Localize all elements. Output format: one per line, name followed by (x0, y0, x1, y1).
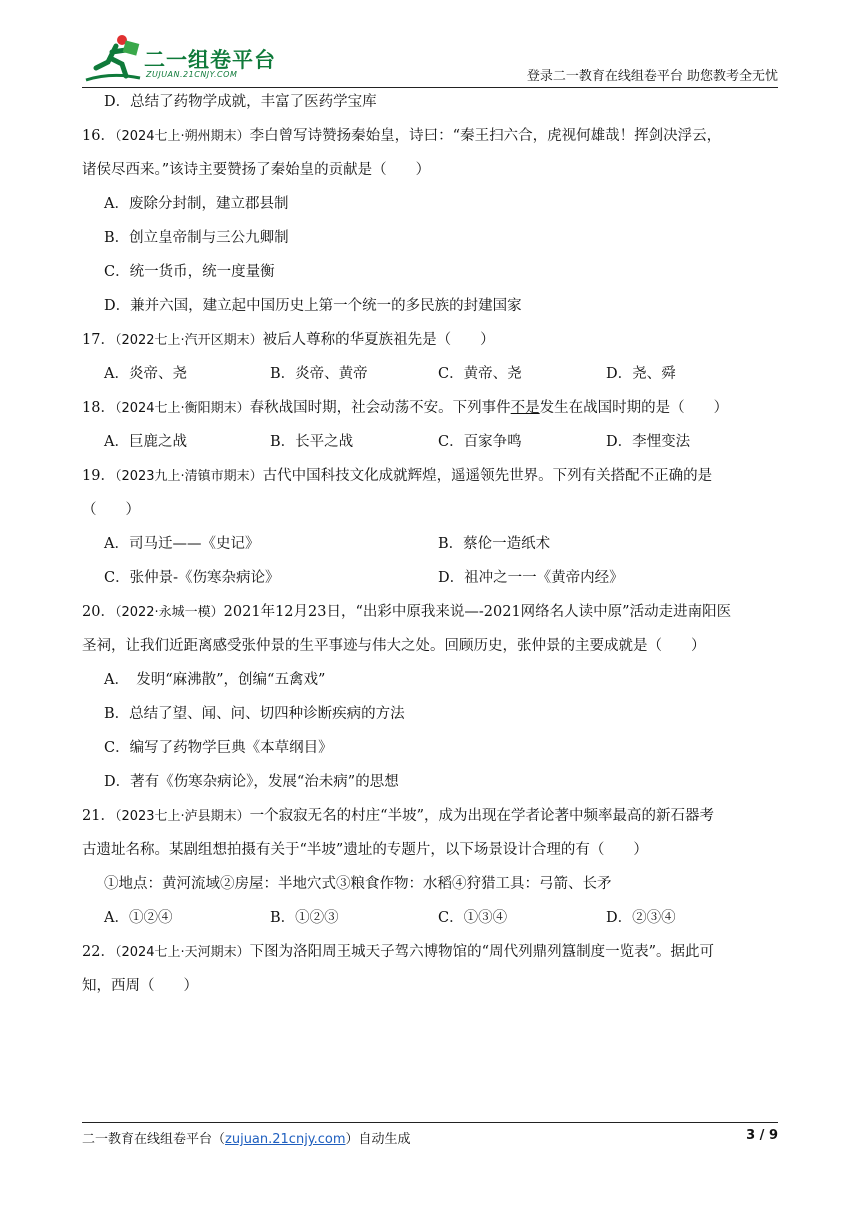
q17-option-b: B．炎帝、黄帝 (270, 366, 368, 382)
runner-logo-icon (82, 32, 146, 86)
q21-line2: 古遗址名称。某剧组想拍摄有关于“半坡”遗址的专题片，以下场景设计合理的有（ ） (82, 842, 648, 858)
q21-option-c: C．①③④ (438, 910, 508, 926)
footer-divider (82, 1122, 778, 1123)
q20-source: （2022·永城一模） (114, 605, 224, 620)
q19-stem-1: 古代中国科技文化成就辉煌，遥遥领先世界。下列有关搭配不正确的是 (262, 468, 713, 484)
q21-source: （2023七上·泸县期末） (114, 809, 250, 824)
q21-items: ①地点：黄河流域②房屋：半地穴式③粮食作物：水稻④狩猎工具：弓箭、长矛 (104, 876, 612, 892)
footer-credit (82, 1128, 411, 1147)
q18-stem-b: 发生在战国时期的是（ ） (539, 400, 729, 416)
q17-option-a: A．炎帝、尧 (104, 366, 187, 382)
q17-number: 17． (82, 332, 115, 348)
q19-line1 (82, 466, 712, 487)
q20-line2: 圣祠，让我们近距离感受张仲景的生平事迹与伟大之处。回顾历史，张仲景的主要成就是（ ） (82, 638, 706, 654)
q22-line1 (82, 942, 714, 963)
q18-number: 18． (82, 400, 115, 416)
q16-number: 16． (82, 128, 115, 144)
q22-line2: 知，西周（ ） (82, 978, 198, 994)
q20-line1 (82, 602, 731, 623)
header-slogan: 登录二一教育在线组卷平台 助您教考全无忧 (526, 69, 778, 84)
q18-stem (82, 398, 728, 419)
q21-stem-1: 一个寂寂无名的村庄“半坡”，成为出现在学者论著中频率最高的新石器考 (249, 808, 714, 824)
q17-stem (82, 330, 495, 351)
q16-source: （2024七上·朔州期末） (114, 129, 250, 144)
q18-option-a: A．巨鹿之战 (104, 434, 187, 450)
page-number: 3 / 9 (746, 1128, 778, 1143)
q21-option-b: B．①②③ (270, 910, 339, 926)
q21-option-a: A．①②④ (104, 910, 173, 926)
q17-stem-text: 被后人尊称的华夏族祖先是（ ） (262, 332, 495, 348)
q18-option-d: D．李悝变法 (606, 434, 691, 450)
q16-line1 (82, 126, 721, 147)
q18-source: （2024七上·衡阳期末） (114, 401, 250, 416)
q21-number: 21． (82, 808, 115, 824)
q16-option-d: D．兼并六国，建立起中国历史上第一个统一的多民族的封建国家 (104, 298, 522, 314)
footer-text-b: ）自动生成 (345, 1132, 411, 1147)
q17-option-c: C．黄帝、尧 (438, 366, 522, 382)
header-divider (82, 87, 778, 88)
page-header (82, 30, 778, 86)
q17-source: （2022七上·汽开区期末） (114, 333, 263, 348)
q19-number: 19． (82, 468, 115, 484)
q19-line2: （ ） (82, 502, 140, 518)
q19-option-c: C．张仲景-《伤寒杂病论》 (104, 570, 280, 586)
q18-stem-a: 春秋战国时期，社会动荡不安。下列事件 (249, 400, 511, 416)
footer-link[interactable]: zujuan.21cnjy.com (225, 1132, 346, 1147)
q20-option-c: C．编写了药物学巨典《本草纲目》 (104, 740, 333, 756)
q17-option-d: D．尧、舜 (606, 366, 676, 382)
q18-option-c: C．百家争鸣 (438, 434, 522, 450)
q20-option-b: B．总结了望、闻、问、切四种诊断疾病的方法 (104, 706, 405, 722)
q22-source: （2024七上·天河期末） (114, 945, 250, 960)
logo-text: 二一组卷平台 (144, 48, 276, 72)
q21-line1 (82, 806, 714, 827)
q15-option-d: D．总结了药物学成就，丰富了医药学宝库 (104, 94, 377, 110)
q19-source: （2023九上·清镇市期末） (114, 469, 263, 484)
q20-option-d: D．著有《伤寒杂病论》，发展“治未病”的思想 (104, 774, 399, 790)
q20-option-a: A． 发明“麻沸散”，创编“五禽戏” (104, 672, 326, 688)
q18-option-b: B．长平之战 (270, 434, 354, 450)
logo[interactable] (82, 30, 282, 86)
q19-option-d: D．祖冲之一一《黄帝内经》 (438, 570, 624, 586)
q16-line2: 诸侯尽西来。”该诗主要赞扬了秦始皇的贡献是（ ） (82, 162, 431, 178)
q21-option-d: D．②③④ (606, 910, 676, 926)
q16-option-c: C．统一货币，统一度量衡 (104, 264, 275, 280)
logo-subtitle: ZUJUAN.21CNJY.COM (146, 70, 238, 79)
q16-stem-1: 李白曾写诗赞扬秦始皇，诗曰：“秦王扫六合，虎视何雄哉！挥剑决浮云， (249, 128, 722, 144)
q19-option-a: A．司马迁——《史记》 (104, 536, 260, 552)
q20-stem-1: 2021年12月23日，“出彩中原我来说—-2021网络名人读中原”活动走进南阳医 (223, 604, 732, 620)
q16-option-b: B．创立皇帝制与三公九卿制 (104, 230, 289, 246)
q20-number: 20． (82, 604, 115, 620)
footer-text-a: 二一教育在线组卷平台（ (82, 1132, 226, 1147)
q22-stem-1: 下图为洛阳周王城天子驾六博物馆的“周代列鼎列簋制度一览表”。据此可 (249, 944, 714, 960)
q18-stem-underlined: 不是 (510, 400, 540, 416)
q22-number: 22． (82, 944, 115, 960)
q16-option-a: A．废除分封制，建立郡县制 (104, 196, 289, 212)
q19-option-b: B．蔡伦一造纸术 (438, 536, 551, 552)
